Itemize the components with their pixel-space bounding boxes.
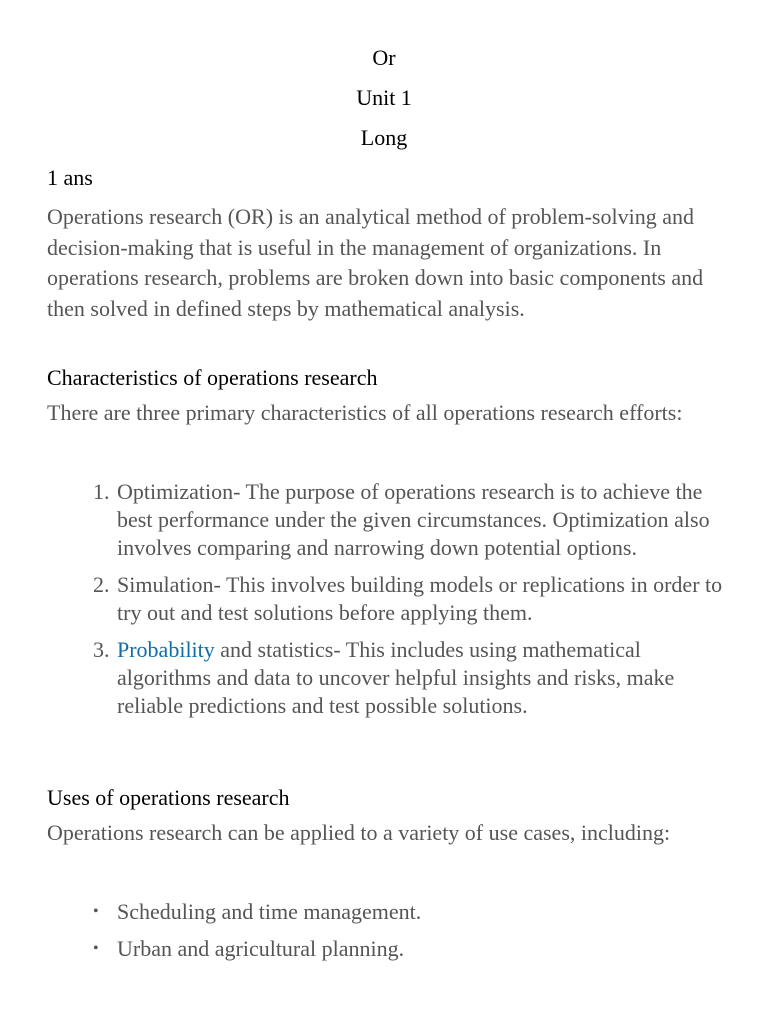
uses-lead: Operations research can be applied to a variety of use cases, including: (47, 820, 671, 845)
list-item-text: Simulation- This involves building models or replications in order to try out and test solutions before applying them. (117, 572, 723, 625)
uses-list (0, 898, 768, 972)
list-item-text: and statistics- This includes using mathematical algorithms and data to uncover helpful insights and risks, make reliable predictions and test possible solutions. (117, 637, 675, 718)
characteristics-list (0, 478, 768, 729)
list-item-text: Urban and agricultural planning. (117, 936, 405, 961)
header-line-or: Or (372, 45, 396, 70)
list-item (0, 636, 727, 720)
list-item-text: Scheduling and time management. (117, 899, 422, 924)
characteristics-heading: Characteristics of operations research (47, 365, 378, 390)
header-line-unit: Unit 1 (356, 85, 412, 110)
list-item (0, 571, 727, 627)
probability-link[interactable]: Probability (117, 637, 215, 662)
list-number: 2. (93, 572, 110, 597)
bullet-icon: • (93, 940, 99, 957)
intro-paragraph: Operations research (OR) is an analytical method of problem-solving and decision-making that is useful in the management of organizations. In operations research, problems are broken down into basic components and then solved in defined steps by mathematical analysis. (47, 204, 704, 321)
list-item (0, 478, 727, 562)
characteristics-lead: There are three primary characteristics of all operations research efforts: (47, 400, 683, 425)
header-line-long: Long (360, 125, 408, 150)
list-item (0, 898, 768, 926)
list-item-text: Optimization- The purpose of operations research is to achieve the best performance under the given circumstances. Optimization also involves comparing and narrowing down potential options. (117, 479, 710, 560)
list-number: 3. (93, 637, 110, 662)
list-item (0, 935, 768, 963)
list-number: 1. (93, 479, 110, 504)
bullet-icon: • (93, 903, 99, 920)
uses-heading: Uses of operations research (47, 785, 290, 810)
answer-label: 1 ans (47, 165, 93, 190)
